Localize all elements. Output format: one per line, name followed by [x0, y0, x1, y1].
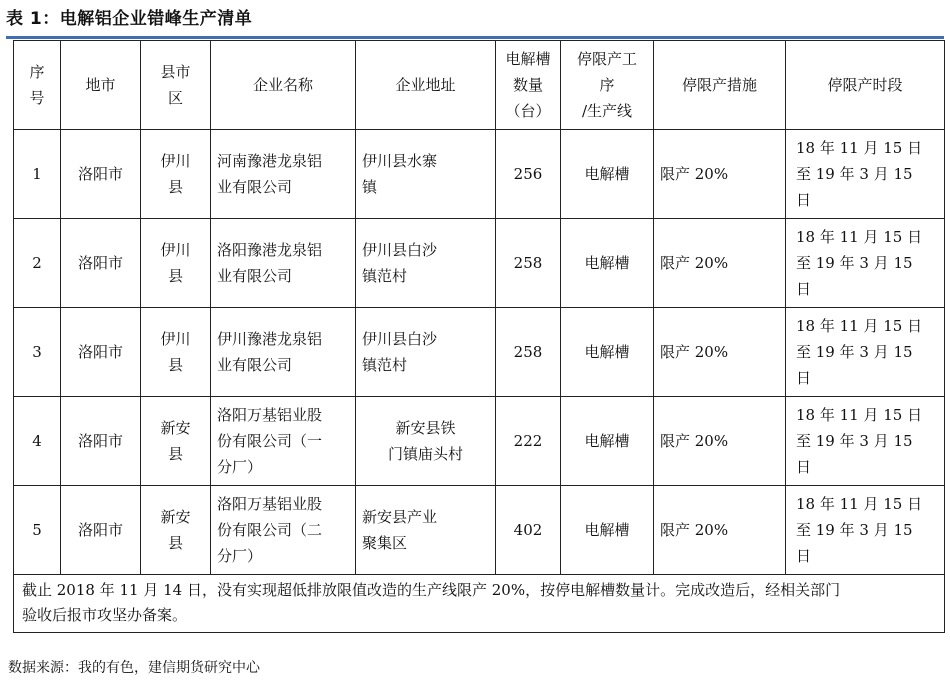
cell-period: 18 年 11 月 15 日 至 19 年 3 月 15 日: [786, 486, 945, 575]
cell-measure: 限产 20%: [654, 219, 786, 308]
cell-address: 新安县产业 聚集区: [356, 486, 496, 575]
header-company: 企业名称: [211, 41, 356, 130]
cell-period: 18 年 11 月 15 日 至 19 年 3 月 15 日: [786, 397, 945, 486]
cell-address: 伊川县白沙 镇范村: [356, 308, 496, 397]
header-period: 停限产时段: [786, 41, 945, 130]
cell-process: 电解槽: [561, 219, 654, 308]
note-row: [14, 575, 945, 633]
cell-seq: 1: [14, 130, 61, 219]
header-address: 企业地址: [356, 41, 496, 130]
table-row: [14, 486, 945, 575]
header-cell-count: 电解槽 数量 （台）: [496, 41, 561, 130]
cell-measure: 限产 20%: [654, 486, 786, 575]
cell-seq: 2: [14, 219, 61, 308]
header-city: 地市: [61, 41, 141, 130]
cell-process: 电解槽: [561, 130, 654, 219]
cell-seq: 5: [14, 486, 61, 575]
cell-company: 洛阳万基铝业股 份有限公司（一 分厂）: [211, 397, 356, 486]
cell-cell-count: 258: [496, 219, 561, 308]
cell-city: 洛阳市: [61, 308, 141, 397]
table-row: [14, 397, 945, 486]
cell-city: 洛阳市: [61, 130, 141, 219]
cell-address: 伊川县水寨 镇: [356, 130, 496, 219]
cell-county: 新安 县: [141, 486, 211, 575]
curtailment-table: [13, 40, 945, 633]
cell-process: 电解槽: [561, 308, 654, 397]
cell-period: 18 年 11 月 15 日 至 19 年 3 月 15 日: [786, 219, 945, 308]
header-seq: 序 号: [14, 41, 61, 130]
table-container: [13, 40, 944, 633]
cell-seq: 3: [14, 308, 61, 397]
cell-county: 伊川 县: [141, 308, 211, 397]
header-county: 县市 区: [141, 41, 211, 130]
data-source: 数据来源：我的有色，建信期货研究中心: [8, 660, 260, 676]
header-measure: 停限产措施: [654, 41, 786, 130]
cell-company: 河南豫港龙泉铝 业有限公司: [211, 130, 356, 219]
cell-measure: 限产 20%: [654, 308, 786, 397]
cell-measure: 限产 20%: [654, 397, 786, 486]
table-note: 截止 2018 年 11 月 14 日，没有实现超低排放限值改造的生产线限产 20%，按停电解槽数量计。完成改造后，经相关部门 验收后报市攻坚办备案。: [14, 575, 945, 633]
cell-company: 洛阳万基铝业股 份有限公司（二 分厂）: [211, 486, 356, 575]
cell-address: 伊川县白沙 镇范村: [356, 219, 496, 308]
cell-county: 伊川 县: [141, 130, 211, 219]
cell-company: 伊川豫港龙泉铝 业有限公司: [211, 308, 356, 397]
cell-city: 洛阳市: [61, 219, 141, 308]
cell-address: 新安县铁 门镇庙头村: [356, 397, 496, 486]
cell-county: 新安 县: [141, 397, 211, 486]
header-row: [14, 41, 945, 130]
cell-company: 洛阳豫港龙泉铝 业有限公司: [211, 219, 356, 308]
cell-process: 电解槽: [561, 397, 654, 486]
cell-county: 伊川 县: [141, 219, 211, 308]
cell-city: 洛阳市: [61, 397, 141, 486]
cell-cell-count: 402: [496, 486, 561, 575]
table-row: [14, 308, 945, 397]
cell-cell-count: 258: [496, 308, 561, 397]
table-row: [14, 130, 945, 219]
cell-seq: 4: [14, 397, 61, 486]
cell-period: 18 年 11 月 15 日 至 19 年 3 月 15 日: [786, 308, 945, 397]
caption-rule: [6, 36, 944, 39]
table-caption: 表 1：电解铝企业错峰生产清单: [6, 9, 253, 29]
cell-cell-count: 222: [496, 397, 561, 486]
cell-measure: 限产 20%: [654, 130, 786, 219]
header-process: 停限产工 序 /生产线: [561, 41, 654, 130]
cell-period: 18 年 11 月 15 日 至 19 年 3 月 15 日: [786, 130, 945, 219]
table-row: [14, 219, 945, 308]
cell-cell-count: 256: [496, 130, 561, 219]
cell-process: 电解槽: [561, 486, 654, 575]
cell-city: 洛阳市: [61, 486, 141, 575]
